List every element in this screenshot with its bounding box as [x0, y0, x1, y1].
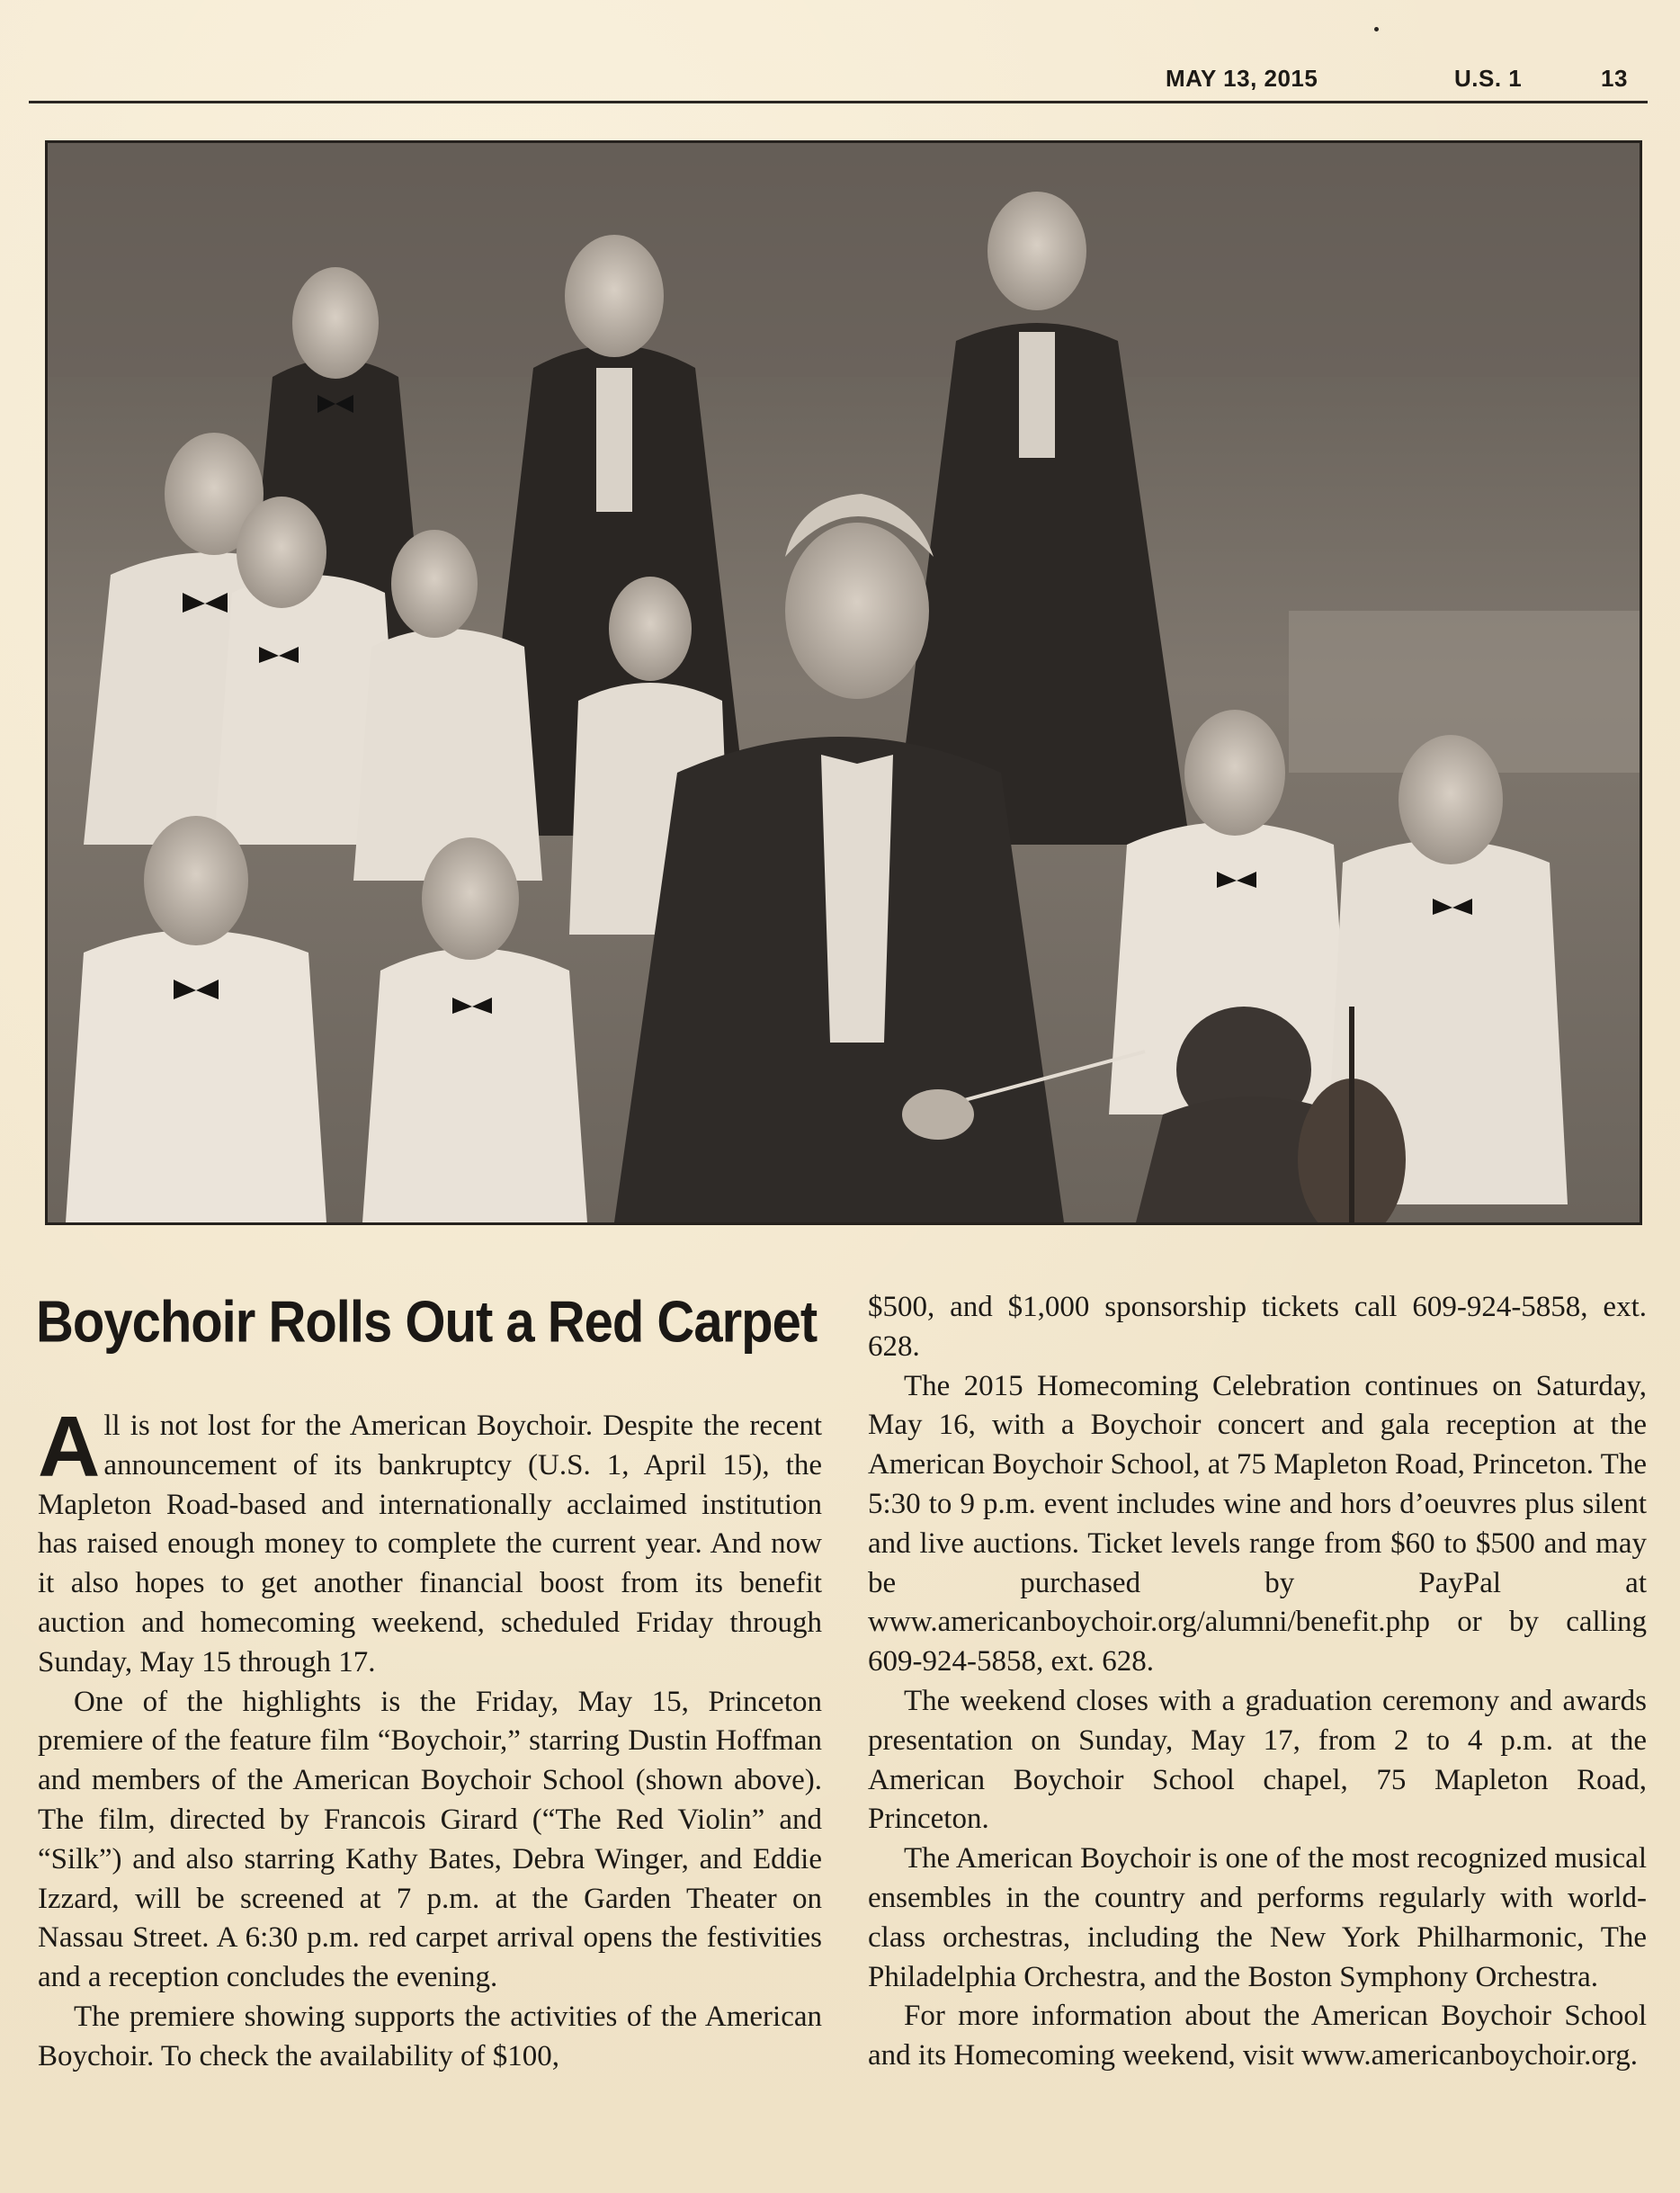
paragraph-1 [38, 1399, 822, 1683]
paragraph-1-text: ll is not lost for the American Boychoir. Despite the recent announcement of its bankruptcy (U.S. 1, April 15), the Mapleton Road-based and internationally acclaimed institution has raised enough money to complete the current year. And now it also hopes to get another financial boost from its benefit auction and homecoming weekend, scheduled Friday through Sunday, May 15 through 17. [38, 1410, 822, 1678]
drop-cap: A [38, 1399, 101, 1495]
photo-illustration [48, 143, 1640, 1222]
paragraph-2: One of the highlights is the Friday, May 15, Princeton premiere of the feature film “Boychoir,” starring Dustin Hoffman and members of the American Boychoir School (shown above). The film, directed by Francois Girard (“The Red Violin” and “Silk”) and also starring Kathy Bates, Debra Winger, and Eddie Izzard, will be screened at 7 p.m. at the Garden Theater on Nassau Street. A 6:30 p.m. red carpet arrival opens the festivities and a reception concludes the evening. [38, 1685, 822, 1994]
choir-photo [45, 140, 1642, 1225]
paragraph-7: For more information about the American Boychoir School and its Homecoming weekend, visit www.americanboychoir.org. [868, 2000, 1647, 2072]
page-number: 13 [1601, 65, 1628, 92]
paragraph-3: The premiere showing supports the activities of the American Boychoir. To check the availability of $100, [38, 2000, 822, 2072]
article-column-right [868, 1288, 1647, 2076]
paragraph-4: The 2015 Homecoming Celebration continues on Saturday, May 16, with a Boychoir concert and gala reception at the American Boychoir School, at 75 Mapleton Road, Princeton. The 5:30 to 9 p.m. event includes wine and hors d’oeuvres plus silent and live auctions. Ticket levels range from $60 to $500 and may be purchased by PayPal at www.americanboychoir.org/alumni/benefit.php or by calling 609-924-5858, ext. 628. [868, 1369, 1647, 1678]
paragraph-3-continued: $500, and $1,000 sponsorship tickets call 609-924-5858, ext. 628. [868, 1291, 1647, 1363]
print-dot [1374, 27, 1379, 31]
masthead [29, 54, 1648, 103]
issue-date: MAY 13, 2015 [1166, 65, 1318, 92]
paragraph-6: The American Boychoir is one of the most recognized musical ensembles in the country and performs regularly with world-class orchestras, including the New York Philharmonic, The Philadelphia Orchestra, and the Boston Symphony Orchestra. [868, 1842, 1647, 1993]
article-column-left [38, 1399, 822, 2077]
paragraph-5: The weekend closes with a graduation ceremony and awards presentation on Sunday, May 17, from 2 to 4 p.m. at the American Boychoir School chapel, 75 Mapleton Road, Princeton. [868, 1684, 1647, 1836]
publication-name: U.S. 1 [1454, 65, 1523, 92]
article-headline: Boychoir Rolls Out a Red Carpet [36, 1289, 818, 1355]
